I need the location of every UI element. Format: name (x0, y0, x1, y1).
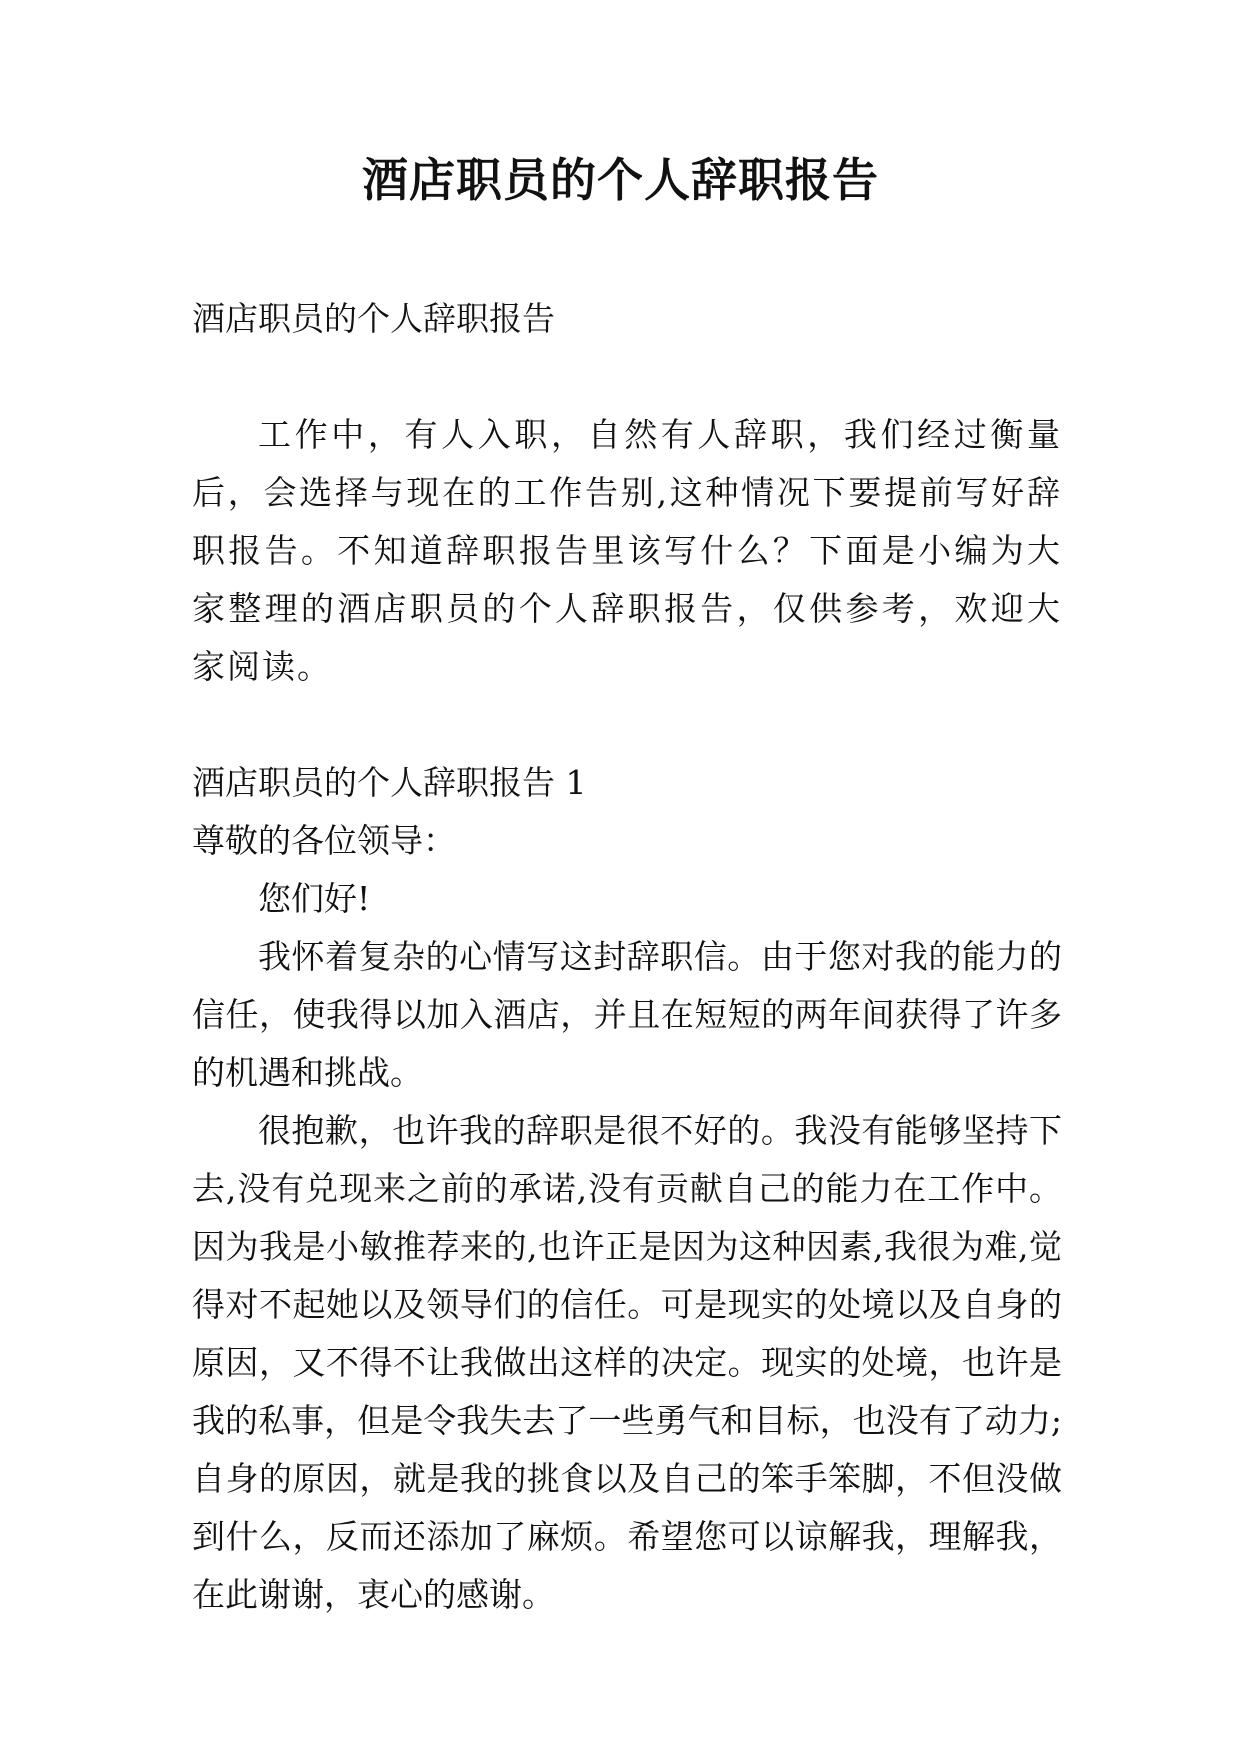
document-subtitle: 酒店职员的个人辞职报告 (192, 299, 555, 338)
section-heading: 酒店职员的个人辞职报告 1 (192, 763, 587, 802)
body-paragraph-2: 很抱歉，也许我的辞职是很不好的。我没有能够坚持下去,没有兑现来之前的承诺,没有贡献自己的能力在工作中。因为我是小敏推荐来的,也许正是因为这种因素,我很为难,觉得对不起她以及领导们的信任。可是现实的处境以及自身的原因，又不得不让我做出这样的决定。现实的处境，也许是我的私事，但是令我失去了一些勇气和目标，也没有了动力;自身的原因，就是我的挑食以及自己的笨手笨脚，不但没做到什么，反而还添加了麻烦。希望您可以谅解我，理解我，在此谢谢，衷心的感谢。 (192, 1111, 1062, 1614)
body-paragraph-1: 我怀着复杂的心情写这封辞职信。由于您对我的能力的信任，使我得以加入酒店，并且在短短的两年间获得了许多的机遇和挑战。 (192, 937, 1062, 1092)
greeting: 您们好! (258, 879, 371, 918)
document-body (192, 290, 1062, 1624)
salutation: 尊敬的各位领导： (192, 821, 456, 860)
intro-paragraph: 工作中，有人入职，自然有人辞职，我们经过衡量后，会选择与现在的工作告别,这种情况下要提前写好辞职报告。不知道辞职报告里该写什么？下面是小编为大家整理的酒店职员的个人辞职报告，仅供参考，欢迎大家阅读。 (192, 415, 1062, 686)
document-title: 酒店职员的个人辞职报告 (362, 153, 879, 207)
